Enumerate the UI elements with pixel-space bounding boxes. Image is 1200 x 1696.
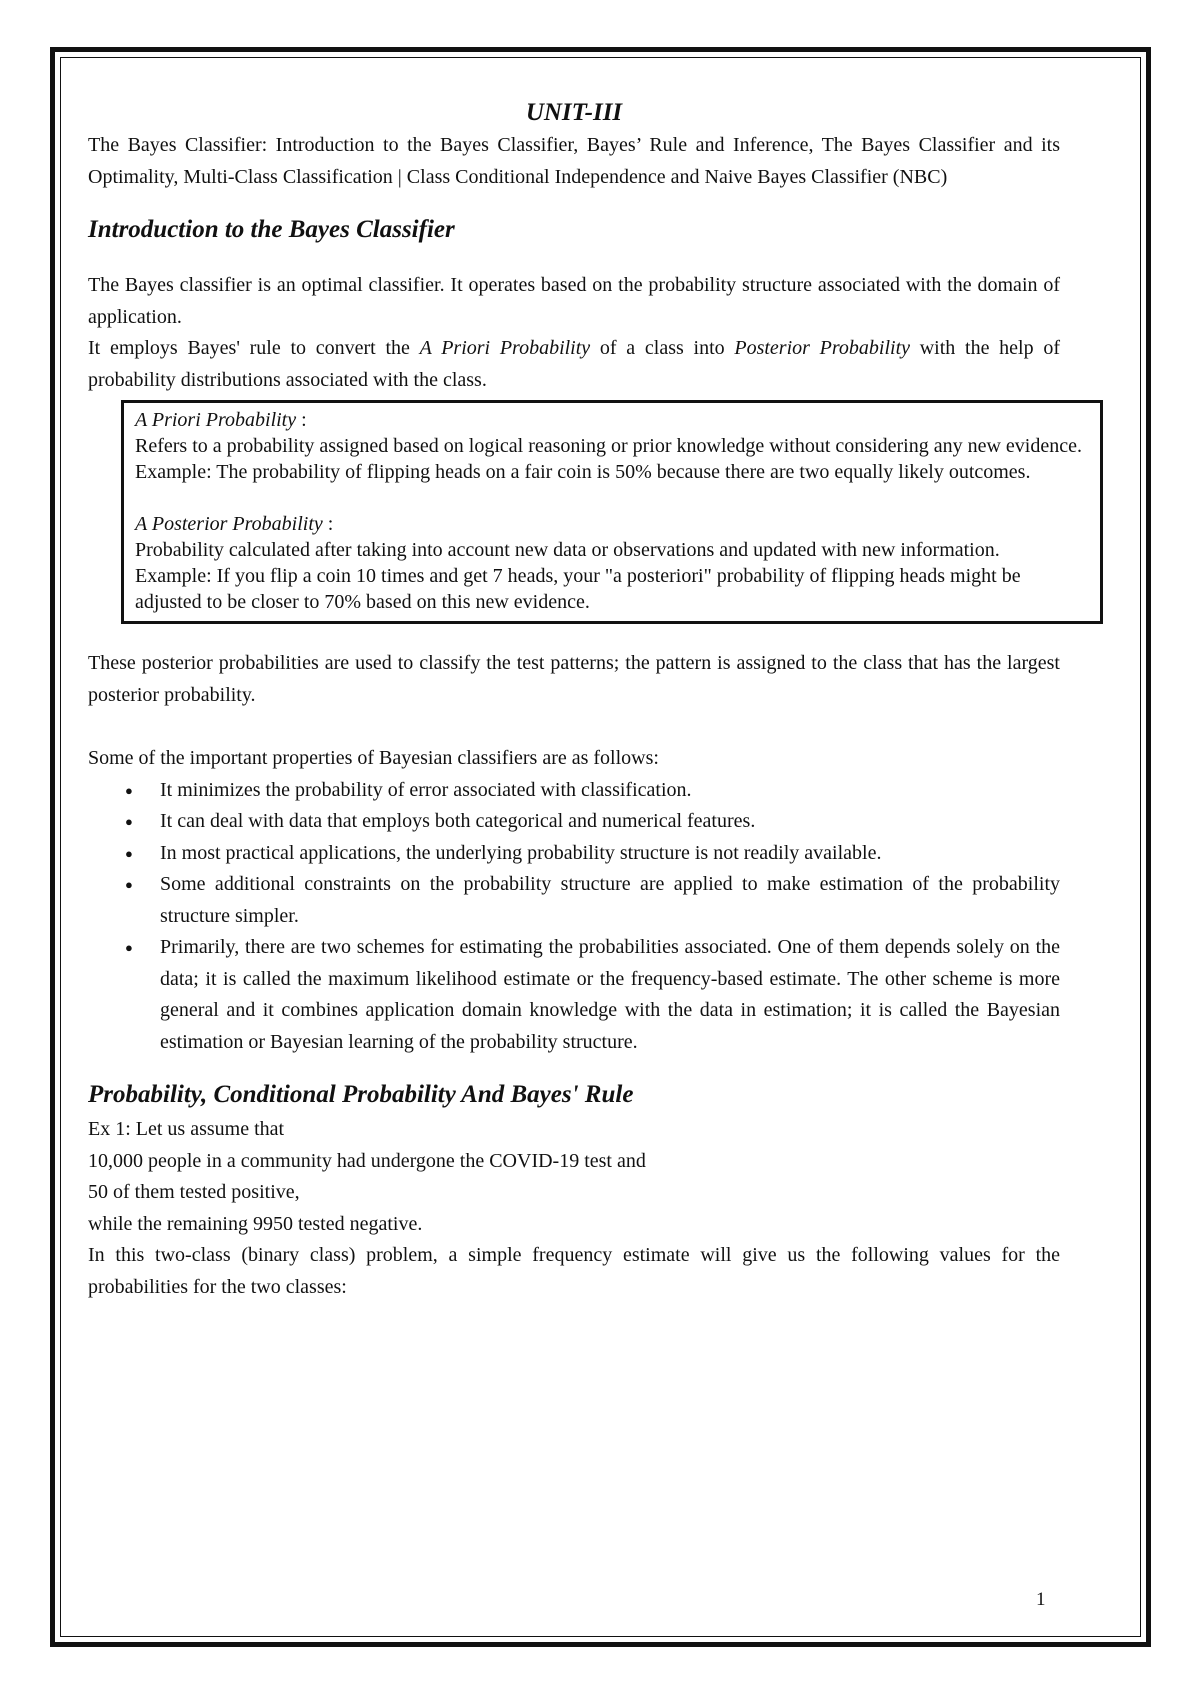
list-item: ● Primarily, there are two schemes for estimating the probabilities associated. One of them depends solely on the data; it is called the maximum likelihood estimate or the frequency-based estimate. The other scheme is more general and it combines application domain knowledge with the data in estimation; it is called the Bayesian estimation or Bayesian learning of the probability structure. xyxy=(88,932,1060,1058)
document-content xyxy=(88,96,1082,1303)
intro-paragraph-2 xyxy=(88,333,1060,396)
definition-spacer xyxy=(135,485,1086,511)
posterior-definition: Probability calculated after taking into account new data or observations and updated with new information. xyxy=(135,539,1000,561)
list-item: ● Some additional constraints on the probability structure are applied to make estimation of the probability structure simpler. xyxy=(88,869,1060,932)
intro-text-c: with the help of probability distributions associated with the class. xyxy=(88,337,1061,391)
posterior-colon: : xyxy=(322,513,334,535)
posterior-heading xyxy=(135,511,1086,537)
priori-example: Example: The probability of flipping heads on a fair coin is 50% because there are two equally likely outcomes. xyxy=(135,461,1031,483)
intro-term-posterior: Posterior Probability xyxy=(734,337,911,359)
page-number: 1 xyxy=(1036,1589,1046,1610)
posterior-use-paragraph: These posterior probabilities are used to classify the test patterns; the pattern is assigned to the class that has the largest posterior probability. xyxy=(88,652,1060,706)
example-line-3: 50 of them tested positive, xyxy=(88,1181,300,1203)
list-item: ● It minimizes the probability of error associated with classification. xyxy=(88,775,1060,807)
list-item: ● In most practical applications, the underlying probability structure is not readily available. xyxy=(88,838,1060,870)
intro-heading: Introduction to the Bayes Classifier xyxy=(88,216,455,243)
priori-term: A Priori Probability xyxy=(135,409,297,431)
unit-title: UNIT-III xyxy=(525,99,623,126)
list-item: ● It can deal with data that employs both categorical and numerical features. xyxy=(88,806,1060,838)
intro-paragraph-1: The Bayes classifier is an optimal classifier. It operates based on the probability structure associated with the domain of application. xyxy=(88,274,1060,328)
example-line-5: In this two-class (binary class) problem, a simple frequency estimate will give us the following values for the probabilities for the two classes: xyxy=(88,1244,1060,1298)
example-line-1: Ex 1: Let us assume that xyxy=(88,1118,285,1140)
properties-intro: Some of the important properties of Bayesian classifiers are as follows: xyxy=(88,747,659,769)
properties-list xyxy=(88,775,1060,1059)
probability-heading: Probability, Conditional Probability And Bayes' Rule xyxy=(88,1081,634,1108)
priori-heading xyxy=(135,407,1086,433)
syllabus-paragraph: The Bayes Classifier: Introduction to the Bayes Classifier, Bayes’ Rule and Inference, The Bayes Classifier and its Optimality, Multi-Class Classification | Class Conditional Independence and Naive Bayes Classifier (NBC) xyxy=(88,134,1060,188)
posterior-term: A Posterior Probability xyxy=(135,513,323,535)
example-line-4: while the remaining 9950 tested negative. xyxy=(88,1212,423,1235)
intro-text-a: It employs Bayes' rule to convert the xyxy=(88,337,420,359)
intro-text-b: of a class into xyxy=(590,337,735,359)
priori-definition: Refers to a probability assigned based on logical reasoning or prior knowledge without considering any new evidence. xyxy=(135,435,1082,457)
intro-term-priori: A Priori Probability xyxy=(419,337,591,359)
definitions-box xyxy=(121,400,1103,624)
example-line-2: 10,000 people in a community had undergone the COVID-19 test and xyxy=(88,1149,646,1172)
priori-colon: : xyxy=(296,409,307,431)
paragraph-gap xyxy=(88,711,1060,743)
posterior-example: Example: If you flip a coin 10 times and get 7 heads, your "a posteriori" probability of flipping heads might be adjusted to be closer to 70% based on this new evidence. xyxy=(135,565,1021,613)
